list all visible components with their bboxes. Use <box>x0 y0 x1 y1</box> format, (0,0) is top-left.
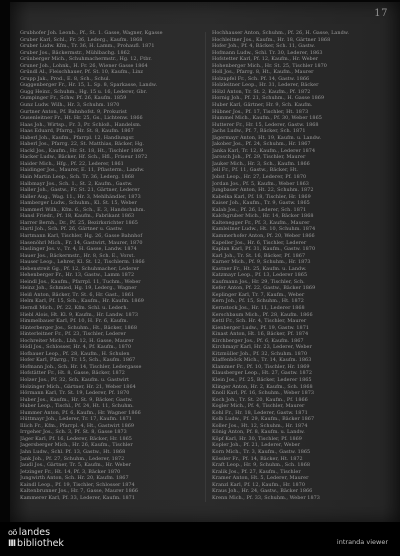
logo-word-bibliothek: bibliothek <box>17 538 64 549</box>
directory-entry: Keplinger Karl, Tr. 7, Kaufm., Weber <box>212 291 305 298</box>
directory-entry: Holzinger Mich., Gärtner, Hr. 21, Weber 1864 <box>20 383 136 390</box>
directory-entry: Hofer Joh., Pf. 4, Bäcker, Sch. 11, Gastw. <box>212 43 316 50</box>
logo-prefix: oö <box>8 528 17 537</box>
directory-entry: Kapeller Jos., Hr. 6, Tischler, Lederer <box>212 239 307 246</box>
directory-entry: Jungwirth Anton, Sch. Hr. 20, Kaufm. 1867 <box>20 475 129 482</box>
directory-entry: Hauser Leop., Lehrer, Kl. St. 12, Tischlerm. 1866 <box>20 259 145 266</box>
directory-entry: Kalchgruber Mich., Hr. 14, Bäcker 1868 <box>212 213 314 220</box>
directory-entry: Guggenberger Fr., Hr. 15, L. Sp. 8, Sparkasse, Landw. <box>20 82 158 89</box>
directory-entry: Huber Leop., Tischl., Pf. 24, Ht. 11, Schuhm. <box>20 403 134 410</box>
directory-entry: Hörmann Karl, Tr. St. 19, Lederer, Pf. 1870 <box>20 390 130 397</box>
logo-bars-icon: III <box>8 539 16 549</box>
directory-entry: Hochhauser Anton, Schuhm., Pf. 26, H. Gasse, Landw. <box>212 30 350 36</box>
directory-entry: Hinterberger Jos., Schuhm., Ht., Bäcker, 1868 <box>20 324 137 331</box>
directory-entry: Haider Mich., Hfg., Pf. 22, Lederer, 1861 <box>20 160 124 167</box>
directory-entry: Kernstock Jos., Hr. 11, Lederer 1868 <box>212 304 305 311</box>
directory-entry: Gruber Karl, Schl., Fr. 36, Lederg., Kaufm. 1868 <box>20 36 143 43</box>
directory-entry: Grünberger Mich., Schuhmachermstr., Hg. 12, Ftbr. <box>20 56 152 63</box>
directory-entry: Huber Jos., Kaufm., Hr. St. 9, Bäcker, Gastw. <box>20 396 133 403</box>
directory-entry: Hummer Anton, Pf. 6, Kaufm., Hr. Wagner 1866 <box>20 409 141 416</box>
directory-entry: Hammerl Wilh., Kfm. 6., Sch., E. 3, Handschuhm. <box>20 206 146 213</box>
directory-entry: Jarosch Joh., Pf. 29, Tischler, Maurer <box>212 154 306 161</box>
directory-entry: Haas Eduard, Pfarrg., Hr. St. 8, Kaufm. 1867 <box>20 128 134 135</box>
directory-entry: Hofstätter Fr., Ht. 8, Gasse, Bäcker, 1872 <box>20 370 125 377</box>
directory-entry: Krenn Mich., Pf. 33, Schuhm., Weber 1873 <box>212 494 320 501</box>
page-number: 17 <box>374 8 388 19</box>
directory-entry: Jachs Ludw., Pf. 7, Bäcker, Sch. 1871 <box>212 128 306 135</box>
directory-entry: Haberl Jos., Pfarrg. 22, St. Matthias, Bäcker, Hg. <box>20 141 144 148</box>
directory-entry: Karl Joh., Tr. St. 16, Bäcker, Pf. 1867 <box>212 252 306 259</box>
directory-entry: Hohenberger Mich., Hr. St. 25, Tischler 1870 <box>212 62 327 69</box>
directory-entry: Klaffenböck Mich., Tr. 14, Kaufm. 1863 <box>212 357 312 364</box>
directory-entry: Haller Joh., Gastw., Fr. St. 21, Gärtner, Lederer <box>20 187 140 194</box>
directory-entry: Hummel Mich., Kaufm., Pf. 30, Weber 1865 <box>212 115 322 122</box>
directory-entry: Gründl Al., Fleischhauer, Pf. St. 10, Kaufm., Linz <box>20 69 144 76</box>
directory-entry: Koller Jos., Ht. 12, Schuhm., Hr. 1874 <box>212 422 308 429</box>
directory-entry: Jägermayr Anton, Ht. 19, Kaufm. u. Landw. <box>212 134 322 141</box>
directory-entry: Haberl Joh., Kaufm., Pfarrpl. 12, Handlungsr. <box>20 134 135 141</box>
directory-entry: Gugg Heinr., Schuhm., Hg. 15 u. 16, Lederer, Gbr. <box>20 88 148 95</box>
directory-entry: Jahn Ludw., Schl. Pf. 13, Gastw., Ht. 1868 <box>20 449 126 455</box>
directory-entry: Gumpinger Fr., Schw. Pf. 26, Kaufm. 1859 <box>20 95 127 102</box>
directory-entry: Grubhofer Joh. Leonh., Pf., St. 1. Gasse, Wagner, Kgasse <box>20 30 163 36</box>
directory-entry: Gruber Ludw. Kfm., Tr. 36, H. Lamm., Prohaufl. 1871 <box>20 43 155 50</box>
directory-entry: Hödl Jos., Schlosser, Hr. 4, Pf. Kaufm., 1870 <box>20 344 132 351</box>
directory-entry: Hochleitner Jos., Kaufm., Hr. 18, Gärtner 1868 <box>212 36 331 43</box>
directory-entry: Klammer Fr., Pf. 10, Tischler, Hr. 1869 <box>212 363 310 370</box>
viewer-brand-label: intranda viewer <box>336 538 388 546</box>
logo-word-landes: landes <box>18 527 51 538</box>
directory-entry: Holzleitner Leop., Hr. 31, Lederer, Bäcker <box>212 82 319 89</box>
directory-entry: Gusenleitner Fr., Ht. Hr. 25, Gs., Lichtenw. 1866 <box>20 115 143 122</box>
directory-entry: Hornig Joh., Pf. 21, Schuhm., H. Gasse 1869 <box>212 95 325 102</box>
directory-entry: Hain Martin Leop., Sch. Tr. 36, Lederg. 1868 <box>20 174 135 181</box>
directory-entry: Heindl Jos., Kaufm., Pfarrpl. 11, Tuchm., Weber <box>20 278 141 285</box>
directory-entry: Kefer Anton, Pf. 22, Gastw., Bäcker 1869 <box>212 285 316 292</box>
directory-entry: Kinast Anton, Ht. 16, Bäcker, Pf. 1874 <box>212 331 309 338</box>
directory-entry: Kramer Anton, Ht. 5, Lederer, Maurer <box>212 475 309 482</box>
directory-entry: Hackl Jos., Kaufm., Hr. St. 18, Ht., Tischler 1869 <box>20 147 144 154</box>
directory-entry: Gruber Jos., Bäckermstr., Mühlbachg. 1862 <box>20 49 130 56</box>
directory-entry: Hamberger Ludw., Schuhm., Kl. St. 15, Weber <box>20 200 137 207</box>
directory-entry: Kaplan Karl, Pf. 31, Kaufm., Gastw. 1870 <box>212 246 316 253</box>
directory-entry: König Anton, Pf. 8, Kaufm. u. Landw. <box>212 429 305 436</box>
directory-entry: Kaindl Leop., Pf. 19, Tischler, Schlosser 1874 <box>20 481 135 488</box>
directory-entry: Korn Mich., Tr. 3, Kaufm., Gastw. 1865 <box>212 449 311 455</box>
directory-entry: Katzmayr Leop., Pf. 13, Lederer 1865 <box>212 272 308 279</box>
directory-entry: Kirchmayr Karl, Hr. 23, Lederer, Weber <box>212 344 312 351</box>
directory-entry: Hofmann Joh., Sch. Hr. 14, Tischler, Ledergasse <box>20 363 142 370</box>
directory-entry: Kössler Fr., Pf. 14, Bäcker, Ht. 1872 <box>212 455 303 462</box>
directory-entry: Hofmann Ludw., Schl. Tr. 30, Lederer, 1863 <box>212 49 323 56</box>
directory-entry: Klausberger Leop., Ht. 27, Gastw. 1872 <box>212 370 312 377</box>
directory-entry: Jobst Leop., Hr. 27, Lederer, Pf. 1870 <box>212 174 307 181</box>
directory-entry: Hölzl Anton, Tr. St. 2, Kaufm., Pf. 1872 <box>212 88 311 95</box>
directory-entry: Jagersberger Mich., Hr. 26, Kaufm., Tischler <box>20 442 133 449</box>
directory-entry: Gurtner Anton, Pf. Bahnhofst. 9, Prokurist <box>20 108 127 115</box>
directory-entry: Jordan Jos., Pf. 5, Kaufm., Weber 1863 <box>212 180 309 187</box>
directory-entry: Hasenöhrl Mich., Fr. 14, Gastwirt, Maurer, 1870 <box>20 239 143 246</box>
directory-entry: Herndl Mich., Pf. 22, Kfm. Schl. u. Lederh. <box>20 304 129 311</box>
directory-entry: Hochreiter Mich., Lbh. 12, H. Gasse, Maurer <box>20 337 134 344</box>
directory-entry: Kettl Fr., Sch. Hr. 4, Tischler, Maurer <box>212 318 307 325</box>
directory-entry: Hofstetter Karl, Pf. 12, Kaufm., Hr. Weber <box>212 56 319 63</box>
directory-entry: Kaufmann Jos., Hr. 29, Tischler, Sch. <box>212 278 305 285</box>
directory-entry: Kirchberger Jos., Pf. 6, Kaufm. 1867 <box>212 337 304 344</box>
directory-entry: Harrer Bernh., Dr., Pf. 25, Bezirksrichter 1865 <box>20 219 138 226</box>
directory-entry: Kraus Joh., Hr. 24, Gastw., Bäcker 1866 <box>212 488 313 495</box>
directory-entry: Hartmann Karl, Tischler, Hg. 26, Gasse Bahnhof <box>20 232 143 239</box>
directory-entry: Kopler Joh., Pf. 21, Lederer, Weber <box>212 442 300 449</box>
directory-entry: Irrgeher Jos., Sch. 3, Pf. St. 8, Gasse 1873 <box>20 429 127 436</box>
directory-entry: Hartl Joh., Sch. Pf. 26, Gärtner u. Gastw. <box>20 226 123 233</box>
directory-entry: Haidinger Jos., Maurer, E. 11, Pflasterm., Landw. <box>20 167 145 174</box>
directory-entry: Kalab Jos., Pf. 26, Lederer, Sch. 1871 <box>212 206 307 213</box>
directory-entry: Hiebl Alois, Ht. Kl. 9, Kaufm., Hr. Landw. 1873 <box>20 311 139 318</box>
left-column <box>20 30 196 501</box>
directory-entry: Hofer Karl, Pfarrg., Tr. 15, Sch., Kaufm. 1867 <box>20 357 136 364</box>
directory-entry: Jaudl Jos., Gärtner, Tr. 5, Kaufm., Hr. Weber <box>20 462 131 469</box>
directory-entry: Hehenberger Fr., Hr. 13, Gastw., Lamm 1872 <box>20 272 135 279</box>
directory-entry: Kitzmüller Joh., Pf. 32, Schuhm. 1870 <box>212 350 308 357</box>
directory-entry: Holzer Jos., Pf. 32, Sch. Kaufm. u. Gastwirt <box>20 376 130 383</box>
directory-entry: Kastner Fr., Ht. 25, Kaufm. u. Landw. <box>212 265 307 272</box>
directory-entry: Kraft Leop., Hr. 9, Schuhm., Sch. 1868 <box>212 462 311 469</box>
directory-entry: Gunz Ludw. Wilh., Hr. 3, Schuhm. 1870 <box>20 102 120 109</box>
directory-entry: Kaltenegger Fr., Pf. 3, Kaufm., Maurer <box>212 219 310 226</box>
directory-entry: Heiß Anton, Bäcker, Tr. St. 6, Hr. Gast., 1861 <box>20 291 135 298</box>
directory-entry: Karner Mich., Pf. 9, Schuhm., Hr. 1873 <box>212 259 311 266</box>
directory-entry: Heinz Joh., Schmied, Hg. 19, Lederg., Wagner <box>20 285 137 292</box>
directory-entry: Knoll Karl, Pf. 16, Schuhm., Weber 1873 <box>212 390 315 397</box>
library-logo[interactable] <box>8 527 88 553</box>
directory-entry: Kienberger Ludw., Pf. 19, Gastw. 1871 <box>212 324 310 331</box>
directory-entry: Himmelbauer Karl, Pf. 10, H. Fr. 6, Kaufm. <box>20 318 129 325</box>
directory-entry: Jetzinger Fr., Ht. 14, Pf. 3, Bäcker 1870 <box>20 468 121 475</box>
directory-entry: Huber Karl, Gärtner, Hr. 9, Sch. Kaufm. <box>212 102 313 109</box>
directory-entry: Helm Karl, Pf. 15, Sch., Kaufm., Hr. Kaufm. 1869 <box>20 298 144 305</box>
directory-entry: Haslinger Jos. v., Tr. 4, H. Gasse, Landw. 1874 <box>20 246 137 253</box>
directory-entry: Jell Fr., Pf. 11, Gastw., Bäcker, Ht. <box>212 167 298 174</box>
directory-entry: Jungbauer Anton, Ht. 22, Schuhm. 1872 <box>212 187 314 194</box>
directory-entry: Kerschbaum Mich., Pf. 28, Kaufm. 1866 <box>212 311 313 318</box>
directory-entry: Holl Jos., Pfarrg. 8, Ht., Kaufm., Maurer <box>212 69 314 76</box>
directory-entry: Kern Joh., Pf. 15, Schuhm., Ht. 1872 <box>212 298 304 305</box>
directory-entry: Kaltenbrunner Jos., Hr. 7, Gasse, Maurer 1866 <box>20 488 139 495</box>
directory-entry: Hutterer Fr., Hr. 15, Lederer, Gastw. 1868 <box>212 121 319 128</box>
directory-entry: Illich Fr., Kfm., Pfarrpl. 4, Ht., Gastwirt 1869 <box>20 422 135 429</box>
directory-entry: Haller Aug., Wag. 11., Hr. 3, Mehlhändler, 1873 <box>20 193 141 200</box>
directory-entry: Gruner Joh., Lohnk., H. Fr. 26, Wiener Gasse 1864 <box>20 62 148 69</box>
directory-entry: Hauer Jos., Bäckermstr., Hr. 8, Sch. E., Vorst. <box>20 252 135 259</box>
directory-entry: Kogler Mich., Pf. 4, Tischler, Maurer <box>212 403 305 410</box>
directory-entry: Kamleitner Ludw., Ht. 10, Schuhm. 1874 <box>212 226 316 233</box>
directory-entry: Kolb Ludw., Pf. 29, Kaufm., Bäcker 1867 <box>212 416 315 423</box>
scanned-page <box>10 2 400 522</box>
directory-entry: Jakober Jos., Pf. 24, Schuhm., Hr. 1867 <box>212 141 311 148</box>
directory-entry: Kralik Jos., Pf. 27, Kaufm., Tischler <box>212 468 301 475</box>
directory-entry: Kammerhofer Anton, Pf. 20, Weber 1866 <box>212 232 315 239</box>
directory-entry: Kabelka Karl, Pf. 18, Tischler, Hr. 1869 <box>212 193 311 200</box>
directory-entry: Jank Joh., Pf. 27, Schuhm., Lederer, 1872 <box>20 455 125 462</box>
directory-entry: Hofbauer Leop., Pf. 28, Kaufm., H. Schulen <box>20 350 130 357</box>
directory-entry: Haas Joh., Wirtsp., Fr. 3, Pr. Schloß., Handelsm. <box>20 121 142 128</box>
directory-entry: Halbmayr Jos., Sch. 1., St. 2, Kaufm., Gastw. <box>20 180 133 187</box>
right-column <box>212 30 388 501</box>
directory-entry: Kranzl Karl, Pf. 12, Kaufm., Hr. 1870 <box>212 481 306 488</box>
directory-entry: Janka Karl, Tr. 12, Kaufm., Lederer 1874 <box>212 147 316 154</box>
directory-entry: Köpf Karl, Hr. 30, Tischler, Pf. 1869 <box>212 435 302 442</box>
directory-entry: Hansl Friedr., Pf. 18, Kaufm., Fabrikant 1863 <box>20 213 135 220</box>
directory-entry: Koch Joh., Tr. St. 20, Kaufm., Pf. 1866 <box>212 396 308 403</box>
directory-entry: Holzapfel Fr., Sch. Pf. 14, Gastw. 1866 <box>212 75 310 82</box>
directory-entry: Kohl Fr., Hr. 18, Lederer, Gastw. 1871 <box>212 409 308 416</box>
directory-entry: Jauker Mich., Hr. 3, Sch., Kaufm. 1866 <box>212 160 310 167</box>
directory-entry: Klein Jos., Pf. 25, Bäcker, Lederer 1865 <box>212 376 312 383</box>
directory-entry: Hebenstreit Gg., Pf. 12, Schuhmacher, Lederer <box>20 265 139 272</box>
directory-entry: Hüttmayr Joh., Lederer, Tr. 17, Kaufm. 1871 <box>20 416 132 423</box>
column-divider <box>205 32 206 502</box>
directory-entry: Grupp Jak., Prod., E. 8, Sch., Schul. <box>20 75 111 82</box>
directory-entry: Kammerer Karl, Pf. 33, Lederer, Kaufm. 1871 <box>20 494 135 501</box>
directory-entry: Klinger Anton, Hr. 2, Kaufm., Sch. 1868 <box>212 383 313 390</box>
directory-entry: Hinterleitner Fr., Pf. 23, Tischler, Lederer <box>20 331 126 338</box>
directory-entry: Jäger Karl, Pf. 16, Lederer, Bäcker, Hr. 1865 <box>20 435 132 442</box>
directory-entry: Hacker Ludw., Bäcker, Hf. Sch., Hfl., Friseur 1872 <box>20 154 148 161</box>
directory-entry: Kaiser Joh., Kaufm., Tr. 9, Gastw. 1865 <box>212 200 310 207</box>
directory-entry: Hübner Jos., Pf. 17, Tischler, Ht. 1873 <box>212 108 309 115</box>
